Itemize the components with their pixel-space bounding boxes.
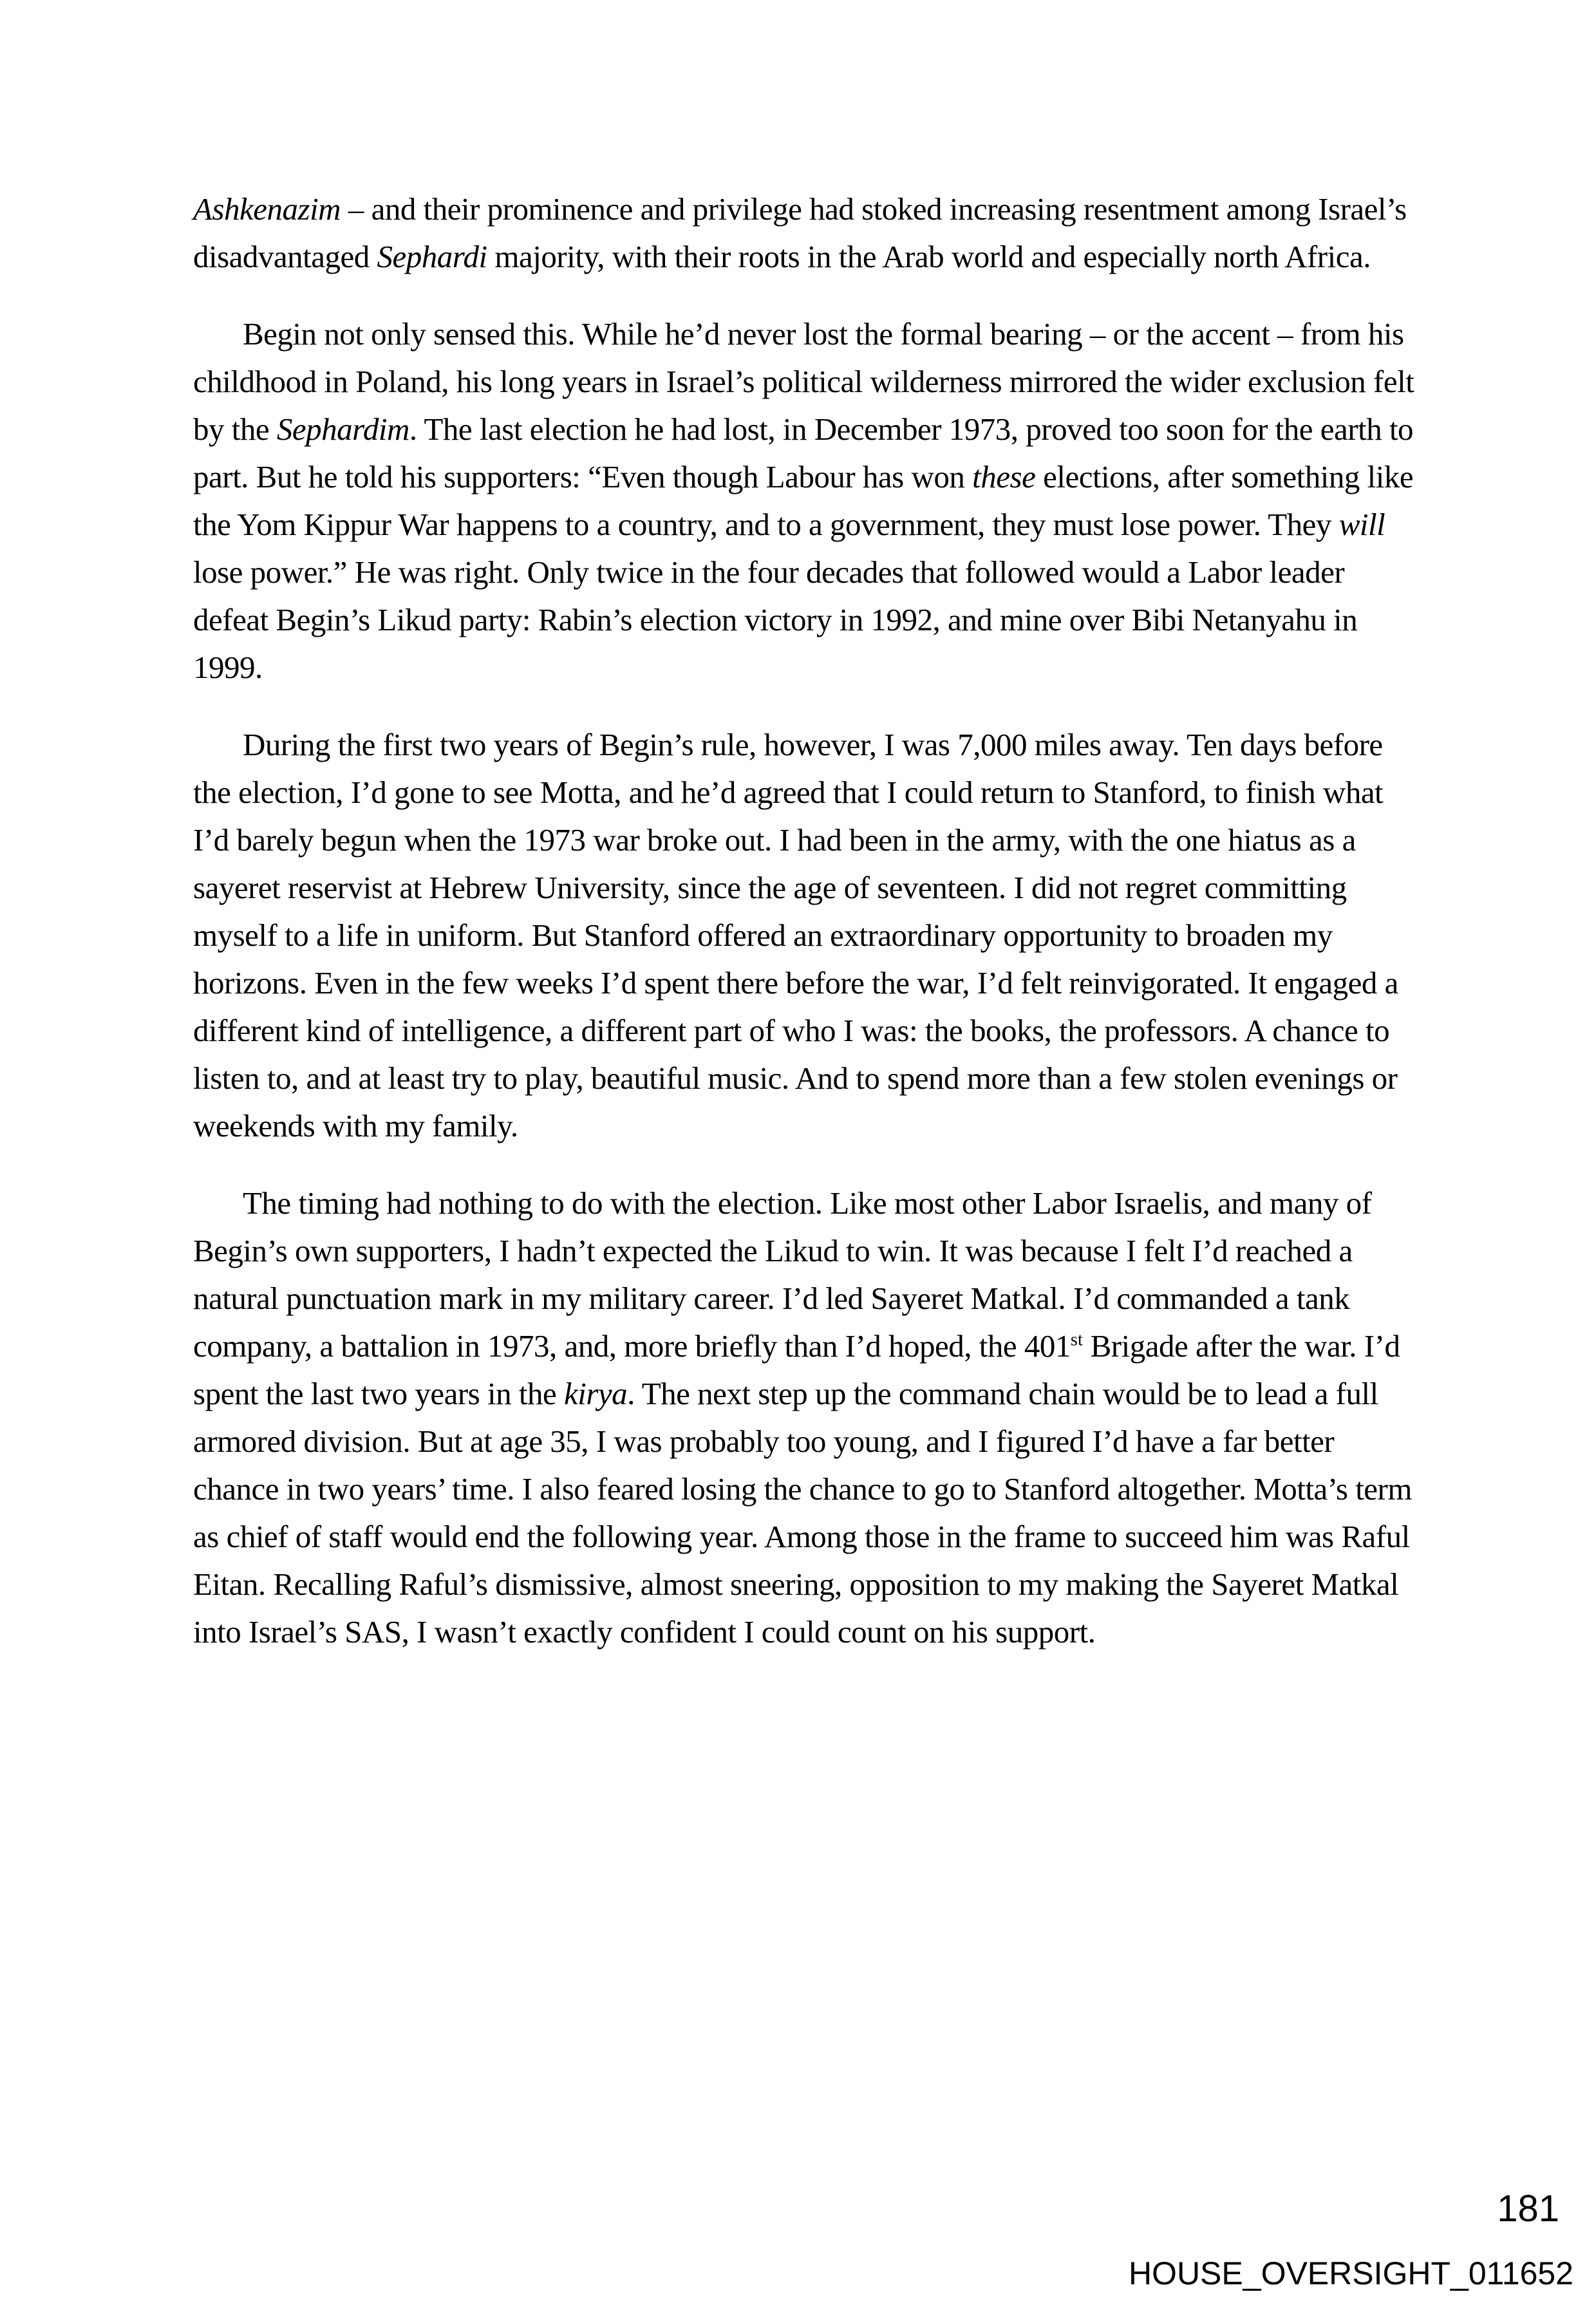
italic-text-run: kirya (563, 1376, 628, 1411)
italic-text-run: these (972, 459, 1036, 494)
paragraph (193, 1180, 1424, 1656)
text-run: . The last election he had lost, in December 1973, proved too soon for the earth to part. But he told his supporters: “Even though Labour has won (193, 411, 1414, 494)
text-run: The timing had nothing to do with the election. Like most other Labor Israelis, and many of Begin’s own supporters, I hadn’t expected the Likud to win. It was because I felt I’d reached a natural punctuation mark in my military career. I’d led Sayeret Matkal. I’d commanded a tank company, a battalion in 1973, and, more briefly than I’d hoped, the 401 (193, 1185, 1372, 1364)
text-run: Brigade after the war. I’d spent the last two years in the (193, 1328, 1400, 1411)
superscript-text-run: st (1070, 1330, 1083, 1350)
page-number: 181 (1497, 2188, 1559, 2230)
italic-text-run: Ashkenazim (193, 191, 341, 227)
text-run: majority, with their roots in the Arab world and especially north Africa. (487, 239, 1371, 274)
text-run: elections, after something like the Yom Kippur War happens to a country, and to a government, they must lose power. They (193, 459, 1414, 542)
text-run: – and their prominence and privilege had stoked increasing resentment among Israel’s disadvantaged (193, 191, 1407, 274)
text-run: . The next step up the command chain would be to lead a full armored division. But at age 35, I was probably too young, and I figured I’d have a far better chance in two years’ time. I also feared losing the chance to go to Stanford altogether. Motta’s term as chief of staff would end the following year. Among those in the frame to succeed him was Raful Eitan. Recalling Raful’s dismissive, almost sneering, opposition to my making the Sayeret Matkal into Israel’s SAS, I wasn’t exactly confident I could count on his support. (193, 1376, 1412, 1650)
text-run: Begin not only sensed this. While he’d never lost the formal bearing – or the accent – from his childhood in Poland, his long years in Israel’s political wilderness mirrored the wider exclusion felt by the (193, 316, 1414, 447)
italic-text-run: Sephardim (276, 411, 409, 447)
italic-text-run: will (1338, 507, 1385, 542)
bates-stamp: HOUSE_OVERSIGHT_011652 (1128, 2255, 1573, 2291)
paragraph (193, 185, 1424, 281)
text-run: lose power.” He was right. Only twice in the four decades that followed would a Labor leader defeat Begin’s Likud party: Rabin’s election victory in 1992, and mine over Bibi Netanyahu in 1999. (193, 554, 1358, 685)
paragraph (193, 310, 1424, 691)
italic-text-run: Sephardi (377, 239, 487, 274)
text-run: During the first two years of Begin’s rule, however, I was 7,000 miles away. Ten days before the election, I’d gone to see Motta, and he’d agreed that I could return to Stanford, to finish what I’d barely begun when the 1973 war broke out. I had been in the army, with the one hiatus as a sayeret reservist at Hebrew University, since the age of seventeen. I did not regret committing myself to a life in uniform. But Stanford offered an extraordinary opportunity to broaden my horizons. Even in the few weeks I’d spent there before the war, I’d felt reinvigorated. It engaged a different kind of intelligence, a different part of who I was: the books, the professors. A chance to listen to, and at least try to play, beautiful music. And to spend more than a few stolen evenings or weekends with my family. (193, 727, 1398, 1143)
paragraph (193, 721, 1424, 1150)
page-text (193, 185, 1424, 1686)
